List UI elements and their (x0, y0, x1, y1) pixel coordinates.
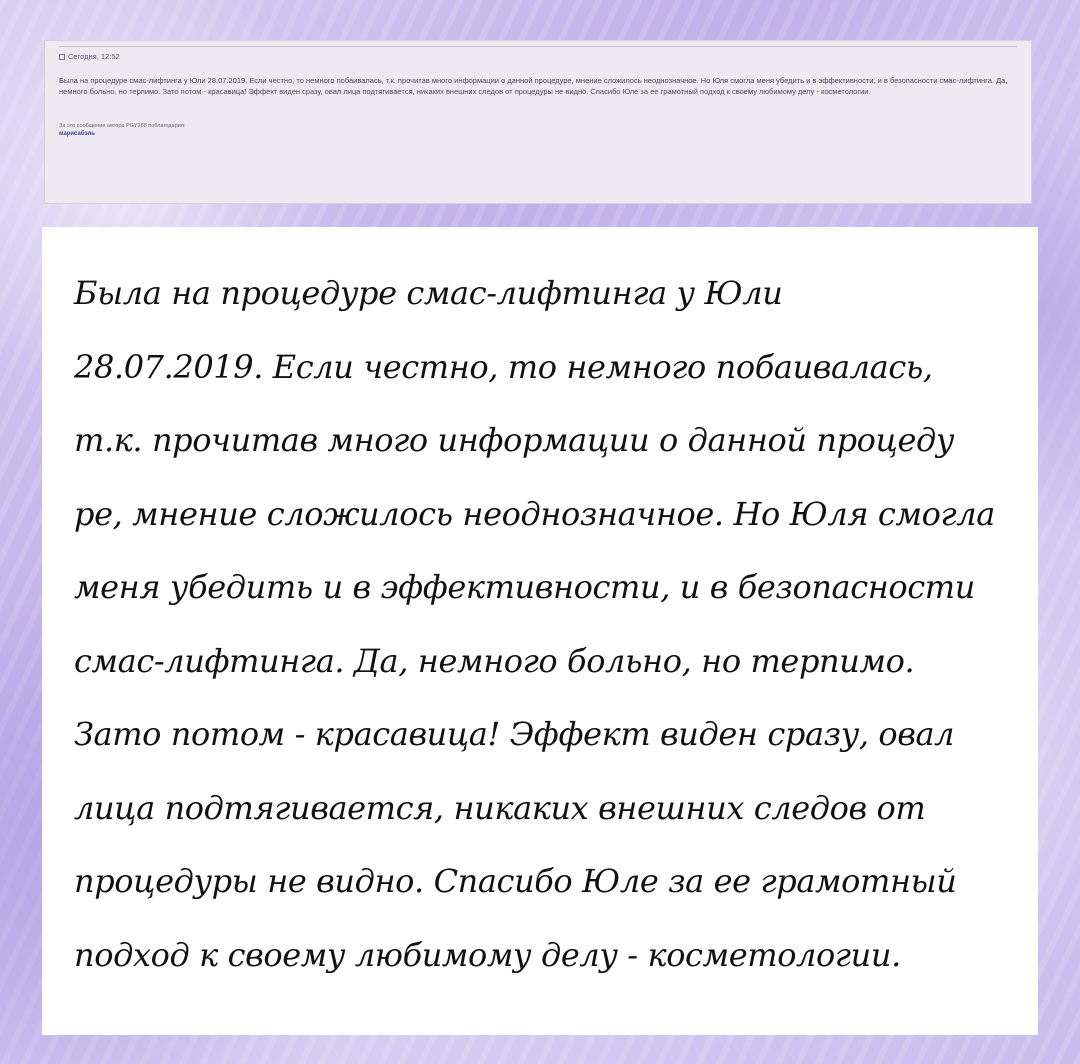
forum-post-screenshot (44, 40, 1032, 204)
post-thanks-label: За это сообщение автора PGY288 поблагодарил: (59, 123, 186, 129)
post-thanks-user[interactable]: марисабэль (59, 131, 96, 137)
post-meta (59, 52, 1017, 61)
handwritten-line: процедуры не видно. Спасибо Юле за ее грамотный (74, 862, 957, 900)
handwritten-line: т.к. прочитав много информации о данной процеду (74, 421, 955, 459)
handwritten-line: ре, мнение сложилось неоднозначное. Но Юля смогла (74, 494, 995, 533)
handwritten-line: Зато потом - красавица! Эффект виден сразу, овал (74, 715, 955, 753)
post-date: Сегодня, 12:52 (68, 52, 120, 61)
handwritten-card (42, 227, 1038, 1035)
handwritten-line: 28.07.2019. Если честно, то немного побаивалась, (74, 347, 933, 386)
handwritten-line: лица подтягивается, никаких внешних следов от (74, 788, 926, 827)
post-icon (59, 54, 65, 60)
post-divider (59, 46, 1017, 47)
handwritten-line: Была на процедуре смас-лифтинга у Юли (74, 274, 783, 312)
handwritten-line: меня убедить и в эффективности, и в безопасности (74, 568, 975, 606)
post-text: Была на процедуре смас-лифтинга у Юли 28.07.2019. Если честно, то немного побаивалась, т.к. прочитав много информации о данной процедуре, мнение сложилось неоднозначное. Но Юля смогла меня убедить и в эффективности, и в безопасности смас-лифтинга. Да, немного больно, но терпимо. Зато потом - красавица! Эффект виден сразу, овал лица подтягивается, никаких внешних следов от процедуры не видно. Спасибо Юле за ее грамотный подход к своему любимому делу - косметологии. (59, 76, 1008, 96)
handwritten-line: подход к своему любимому делу - косметологии. (74, 935, 901, 974)
handwritten-line: смас-лифтинга. Да, немного больно, но терпимо. (74, 641, 915, 680)
